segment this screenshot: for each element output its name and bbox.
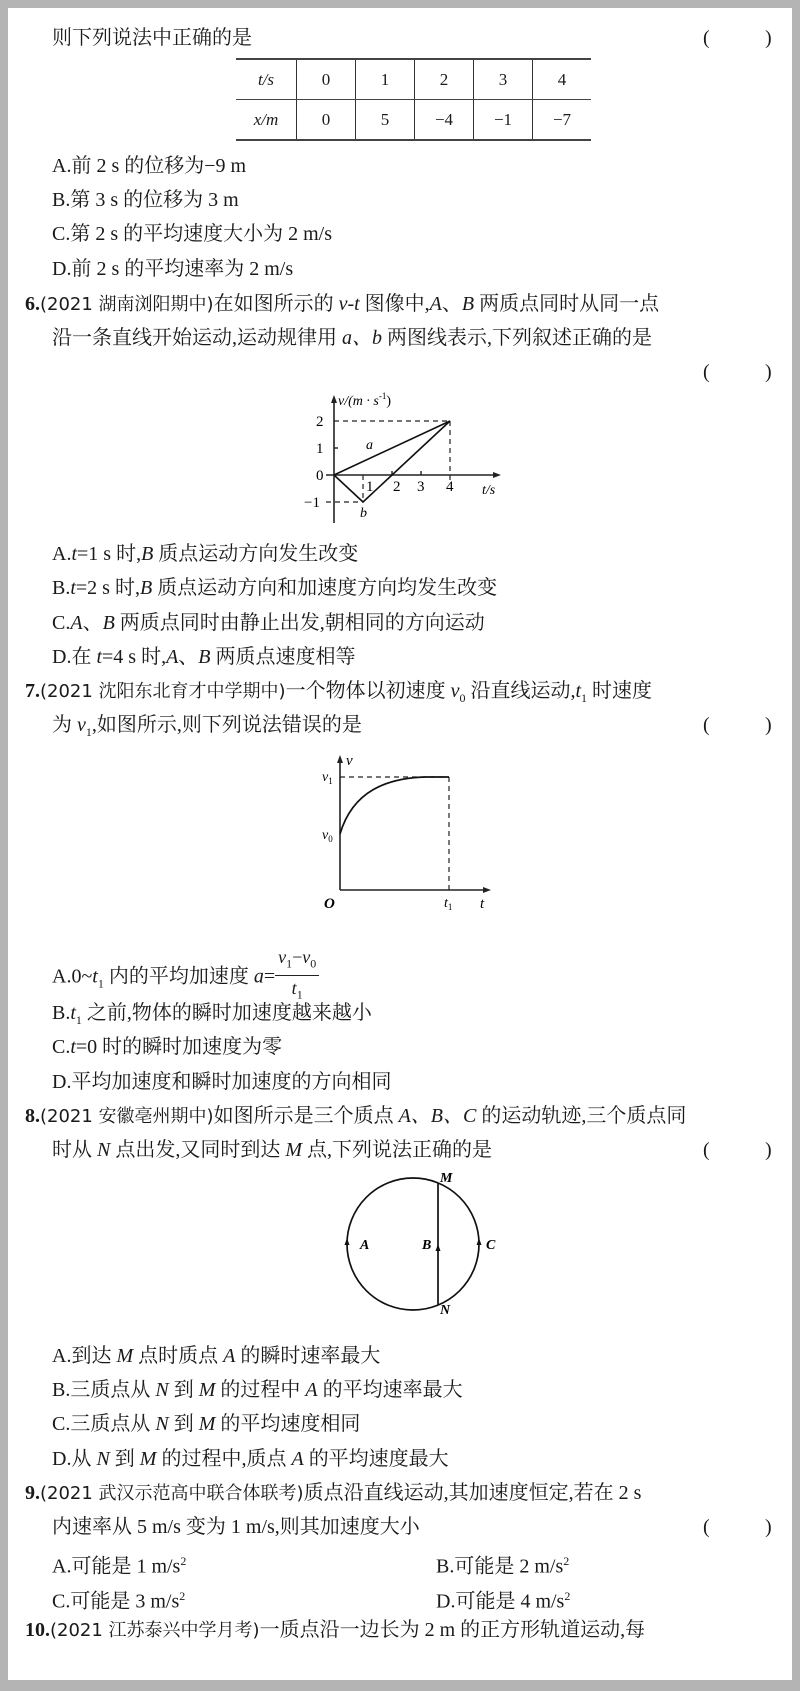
text-fragment: 沿一条直线开始运动,运动规律用 [52, 327, 342, 349]
math-variable: a、b [342, 327, 382, 349]
text-fragment: 两质点同时由静止出发,朝相同的方向运动 [114, 612, 485, 634]
text-fragment: D.可能是 4 m/s [436, 1590, 565, 1613]
math-variable: B [139, 577, 153, 599]
q8-option-d[interactable] [52, 1447, 449, 1471]
text-fragment: 质点运动方向和加速度方向均发生改变 [152, 577, 498, 599]
y-tick-label: 0 [316, 468, 324, 484]
arrow-b-icon [436, 1244, 441, 1251]
q9-option-a[interactable] [52, 1549, 186, 1579]
q9-option-b[interactable] [436, 1549, 569, 1579]
text-fragment: C. [52, 1036, 71, 1058]
text-fragment: B. [52, 577, 71, 599]
table-cell: 2 [415, 59, 474, 100]
q7-option-d[interactable]: D.平均加速度和瞬时加速度的方向相同 [52, 1071, 392, 1093]
text-fragment: B.可能是 2 m/s [436, 1555, 564, 1578]
paren-open: ( [703, 27, 710, 49]
arrow-c-icon [477, 1238, 482, 1245]
x-tick-label: 1 [366, 479, 374, 495]
math-variable: A [305, 1379, 318, 1401]
subscript: 1 [97, 976, 104, 991]
label-part: ) [386, 394, 391, 409]
label-part: 1 [328, 776, 333, 786]
math-variable: M [139, 1448, 157, 1470]
text-fragment: 的平均速率最大 [317, 1379, 463, 1401]
q9-stem-line1 [25, 1481, 641, 1506]
graph-group [326, 421, 450, 502]
question-source: (2021 江苏泰兴中学月考) [50, 1620, 260, 1641]
superscript: 2 [179, 1589, 186, 1603]
superscript: 2 [180, 1554, 187, 1568]
question-number: 9. [25, 1482, 40, 1504]
subscript: 1 [85, 725, 92, 739]
math-variable: N [96, 1448, 110, 1470]
text-fragment: 到 [168, 1413, 199, 1435]
math-variable: A、B、C [398, 1105, 477, 1127]
paren-close: ) [765, 27, 772, 49]
math-variable: N [155, 1379, 169, 1401]
x-axis-arrow-icon [493, 472, 501, 478]
text-fragment: 的平均速度最大 [303, 1448, 449, 1470]
paren-close: ) [765, 1516, 772, 1538]
path-b-label: B [422, 1238, 432, 1253]
text-fragment: 点时质点 [133, 1345, 224, 1367]
q7-option-c[interactable] [52, 1035, 282, 1059]
text-fragment: C.可能是 3 m/s [52, 1590, 180, 1613]
text-fragment: 内的平均加速度 [103, 965, 254, 988]
q5-option-a[interactable]: A.前 2 s 的位移为−9 m [52, 155, 247, 177]
q5-option-c[interactable]: C.第 2 s 的平均速度大小为 2 m/s [52, 223, 333, 245]
math-variable: t [70, 1036, 76, 1058]
math-variable: t [92, 965, 98, 988]
q7-vt-graph [308, 750, 508, 920]
q5-stem-tail: 则下列说法中正确的是 [52, 27, 252, 49]
math-variable: t [96, 646, 103, 668]
table-cell: −1 [474, 100, 533, 141]
label-part: v [322, 770, 329, 785]
math-variable: x/m [253, 109, 279, 129]
text-fragment: 、 [178, 646, 199, 668]
text-fragment: 的瞬时速率最大 [235, 1345, 381, 1367]
x-tick-label: 2 [393, 479, 401, 495]
table-header-x [236, 100, 297, 141]
graph-group [334, 421, 450, 502]
table-cell: 0 [297, 59, 356, 100]
paren-close: ) [765, 1139, 772, 1161]
text-fragment: B. [52, 1002, 71, 1024]
text-fragment: 两图线表示,下列叙述正确的是 [382, 327, 652, 349]
fraction [275, 946, 319, 1006]
q8-option-c[interactable] [52, 1412, 360, 1436]
text-fragment: A. [52, 543, 72, 565]
question-source: (2021 湖南浏阳期中) [40, 294, 214, 315]
math-variable: v [77, 714, 86, 736]
v0-label [322, 828, 333, 844]
question-source: (2021 武汉示范高中联合体联考) [40, 1483, 304, 1504]
text-fragment: 一个物体以初速度 [285, 680, 451, 702]
math-variable: M [198, 1379, 216, 1401]
table-header-t [236, 59, 297, 100]
q5-option-b[interactable]: B.第 3 s 的位移为 3 m [52, 189, 239, 211]
q6-stem-line2 [52, 326, 652, 350]
math-variable: A [223, 1345, 236, 1367]
text-fragment: 的运动轨迹,三个质点同 [476, 1105, 687, 1127]
q5-data-table [236, 58, 591, 141]
text-fragment: 两质点同时从同一点 [474, 293, 660, 315]
label-part: 1 [447, 902, 453, 912]
superscript: 2 [563, 1554, 570, 1568]
question-number: 7. [25, 680, 40, 702]
text-fragment: 到 [109, 1448, 140, 1470]
math-variable: M [198, 1413, 216, 1435]
text-fragment: 质点沿直线运动,其加速度恒定,若在 2 s [303, 1482, 642, 1504]
text-fragment: D.从 [52, 1448, 97, 1470]
q8-option-b[interactable] [52, 1378, 463, 1402]
q9-option-c[interactable] [52, 1584, 185, 1614]
math-variable: A [166, 646, 179, 668]
q5-option-d[interactable]: D.前 2 s 的平均速率为 2 m/s [52, 258, 294, 280]
math-variable: A [429, 293, 442, 315]
text-fragment: C.三质点从 [52, 1413, 156, 1435]
text-fragment: 的平均速度相同 [215, 1413, 361, 1435]
text-fragment: = [263, 965, 276, 988]
x-axis-label: t [480, 896, 485, 912]
question-source: (2021 安徽亳州期中) [40, 1106, 214, 1127]
q8-stem-line2 [52, 1138, 492, 1162]
y-axis-label: v [346, 753, 353, 769]
subscript: 1 [286, 956, 293, 971]
q7-option-a[interactable] [52, 948, 319, 1008]
text-fragment: 沿直线运动, [465, 680, 576, 702]
paren-close: ) [765, 361, 772, 383]
text-fragment: 时从 [52, 1139, 97, 1161]
label-part: t [444, 896, 448, 911]
exam-page [8, 8, 792, 1680]
text-fragment: 质点运动方向发生改变 [153, 543, 359, 565]
v1-label [322, 770, 333, 786]
math-variable: v [450, 680, 460, 702]
y-axis-label [338, 391, 391, 409]
line-a [334, 421, 450, 475]
paren-open: ( [703, 1139, 710, 1161]
text-fragment: 一质点沿一边长为 2 m 的正方形轨道运动,每 [259, 1619, 646, 1641]
table-cell: −4 [415, 100, 474, 141]
table-cell: 0 [297, 100, 356, 141]
q8-option-a[interactable] [52, 1344, 380, 1368]
table-row-position [236, 100, 591, 141]
q9-stem-line2: 内速率从 5 m/s 变为 1 m/s,则其加速度大小 [52, 1516, 420, 1538]
text-fragment: =4 s 时, [102, 646, 167, 668]
superscript: 2 [564, 1589, 571, 1603]
paren-close: ) [765, 714, 772, 736]
y-axis-arrow-icon [337, 755, 343, 763]
question-source: (2021 沈阳东北育才中学期中) [40, 681, 286, 702]
velocity-curve [340, 777, 449, 834]
text-fragment: 之前,物体的瞬时加速度越来越小 [81, 1002, 372, 1024]
table-cell: 4 [533, 59, 592, 100]
t1-label [444, 896, 452, 912]
y-axis-arrow-icon [331, 395, 337, 403]
text-fragment: − [292, 947, 303, 967]
math-variable: v [278, 947, 287, 967]
math-variable: M [116, 1345, 134, 1367]
text-fragment: 点,下列说法正确的是 [302, 1139, 493, 1161]
text-fragment: 点出发,又同时到达 [110, 1139, 286, 1161]
x-tick-label: 3 [417, 479, 425, 495]
x-axis-label: t/s [482, 483, 496, 498]
graph-group [340, 760, 486, 890]
text-fragment: A.可能是 1 m/s [52, 1555, 181, 1578]
subscript: 1 [296, 987, 303, 1002]
table-cell: 5 [356, 100, 415, 141]
text-fragment: =1 s 时, [77, 543, 142, 565]
text-fragment: 图像中, [359, 293, 430, 315]
y-tick-label: −1 [304, 495, 320, 511]
text-fragment: 在如图所示的 [213, 293, 339, 315]
y-tick-label: 1 [316, 441, 324, 457]
math-variable: t/s [257, 69, 275, 89]
table-cell: 1 [356, 59, 415, 100]
text-fragment: 、 [82, 612, 103, 634]
label-part: -1 [378, 391, 387, 401]
x-axis-arrow-icon [483, 887, 491, 893]
math-variable: B [141, 543, 154, 565]
text-fragment: D.在 [52, 646, 97, 668]
paren-open: ( [703, 361, 710, 383]
math-variable: B [102, 612, 115, 634]
text-fragment: ,如图所示,则下列说法错误的是 [91, 714, 362, 736]
graph-group [340, 777, 449, 890]
math-variable: v-t [338, 293, 360, 315]
paren-open: ( [703, 1516, 710, 1538]
text-fragment: 两质点速度相等 [210, 646, 356, 668]
text-fragment: A.到达 [52, 1345, 117, 1367]
line-a-label: a [366, 438, 373, 453]
text-fragment: B.三质点从 [52, 1379, 156, 1401]
text-fragment: =0 时的瞬时加速度为零 [75, 1036, 283, 1058]
math-variable: A [70, 612, 83, 634]
text-fragment: 的过程中,质点 [156, 1448, 292, 1470]
text-fragment [236, 59, 591, 140]
x-tick-label: 4 [446, 479, 454, 495]
q6-option-c[interactable] [52, 611, 485, 635]
point-n-label: N [440, 1303, 451, 1317]
arrow-a-icon [345, 1238, 350, 1245]
q8-circle-diagram [328, 1172, 498, 1317]
text-fragment [275, 946, 319, 976]
label-part: 0 [328, 834, 333, 844]
math-variable: t [575, 680, 582, 702]
origin-label: O [324, 896, 335, 912]
line-b [334, 421, 450, 502]
math-variable: a [253, 965, 264, 988]
question-number: 6. [25, 293, 40, 315]
table-row-time [236, 59, 591, 100]
text-fragment: C. [52, 612, 71, 634]
graph-group [334, 448, 421, 475]
q6-option-a[interactable] [52, 542, 358, 566]
subscript: 1 [75, 1013, 82, 1027]
q6-option-b[interactable] [52, 576, 497, 600]
subscript: 0 [310, 956, 317, 971]
math-variable: t [71, 543, 78, 565]
math-variable: t [70, 577, 76, 599]
path-a-label: A [360, 1238, 370, 1253]
text-fragment: 为 [52, 714, 77, 736]
math-variable: N [97, 1139, 111, 1161]
math-variable: B [198, 646, 211, 668]
math-variable: t [291, 977, 297, 998]
text-fragment: 的过程中 [215, 1379, 306, 1401]
math-variable: M [285, 1139, 303, 1161]
text-fragment: =2 s 时, [75, 577, 140, 599]
text-fragment: 如图所示是三个质点 [213, 1105, 399, 1127]
q6-option-d[interactable] [52, 645, 356, 669]
subscript: 0 [459, 691, 466, 705]
q10-stem-line1 [25, 1618, 645, 1643]
label-part: v/(m · s [338, 394, 379, 409]
math-variable: B [461, 293, 475, 315]
graph-group [326, 399, 496, 523]
y-tick-label: 2 [316, 414, 324, 430]
question-number: 10. [25, 1619, 50, 1641]
q7-stem-line2 [52, 713, 362, 744]
question-number: 8. [25, 1105, 40, 1127]
q7-stem-line1 [25, 679, 652, 710]
point-m-label: M [440, 1172, 453, 1186]
table-cell: −7 [533, 100, 592, 141]
math-variable: v [302, 947, 311, 967]
q6-vt-graph [298, 391, 518, 531]
label-part: v [322, 828, 329, 843]
text-fragment: 到 [168, 1379, 199, 1401]
q9-option-d[interactable] [436, 1584, 570, 1614]
q7-option-b[interactable] [52, 1001, 372, 1032]
path-c-label: C [486, 1238, 496, 1253]
line-b-label: b [360, 506, 367, 521]
math-variable: N [155, 1413, 169, 1435]
q6-stem-line1 [25, 292, 659, 317]
table-cell: 3 [474, 59, 533, 100]
text-fragment: A.0~ [52, 965, 93, 988]
subscript: 1 [581, 691, 588, 705]
text-fragment: 时速度 [587, 680, 653, 702]
q8-stem-line1 [25, 1104, 686, 1129]
math-variable: t [70, 1002, 76, 1024]
text-fragment: 、 [441, 293, 462, 315]
paren-open: ( [703, 714, 710, 736]
math-variable: A [291, 1448, 304, 1470]
